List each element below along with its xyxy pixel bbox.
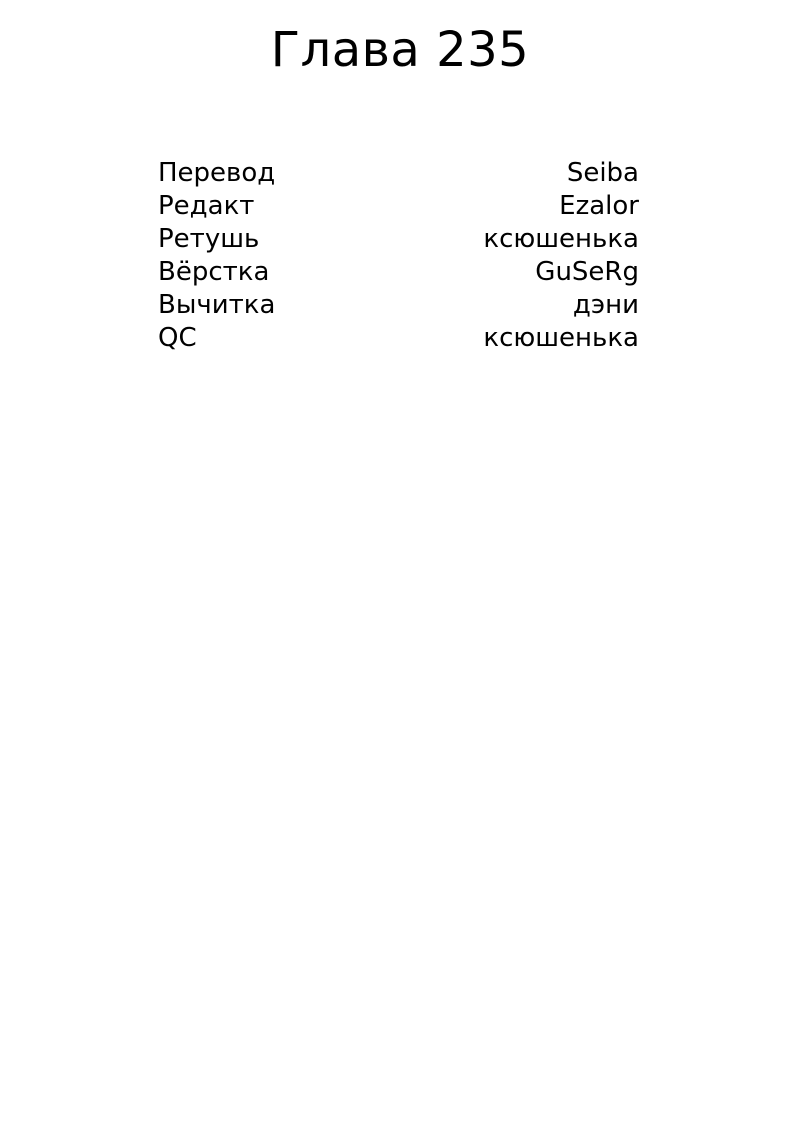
credit-name: дэни bbox=[572, 290, 639, 320]
credit-row-proofreading bbox=[158, 289, 639, 322]
credit-role: Редакт bbox=[158, 191, 255, 221]
credit-row-editing bbox=[158, 190, 639, 223]
chapter-title: Глава 235 bbox=[270, 22, 530, 78]
credit-name: Seiba bbox=[566, 158, 639, 188]
credit-row-translation bbox=[158, 157, 639, 190]
credit-role: QC bbox=[158, 323, 197, 353]
credits-list bbox=[158, 157, 639, 355]
credit-name: GuSeRg bbox=[535, 257, 639, 287]
credit-row-typesetting bbox=[158, 256, 639, 289]
credit-name: ксюшенька bbox=[483, 224, 639, 254]
credit-role: Вычитка bbox=[158, 290, 276, 320]
credit-row-retouch bbox=[158, 223, 639, 256]
credit-row-qc bbox=[158, 322, 639, 355]
credit-role: Перевод bbox=[158, 158, 276, 188]
credit-name: Ezalor bbox=[559, 191, 639, 221]
credit-role: Вёрстка bbox=[158, 257, 270, 287]
credit-name: ксюшенька bbox=[483, 323, 639, 353]
credit-role: Ретушь bbox=[158, 224, 260, 254]
